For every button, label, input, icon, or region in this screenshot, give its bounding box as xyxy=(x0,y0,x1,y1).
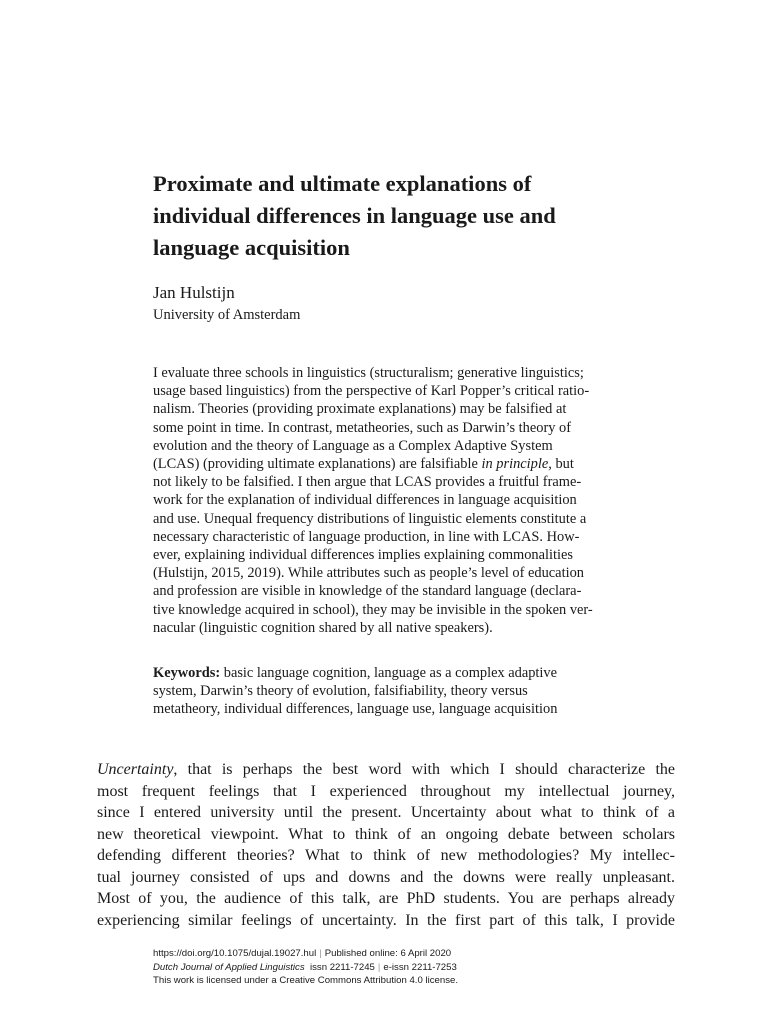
keywords-line xyxy=(153,664,643,682)
keywords-line: metatheory, individual differences, language use, language acquisition xyxy=(153,701,558,718)
keywords xyxy=(153,664,643,719)
abstract-emphasis: in principle xyxy=(481,456,549,473)
abstract-line: evolution and the theory of Language as a Complex Adaptive System xyxy=(153,437,553,454)
body-line: experiencing similar feelings of uncertainty. In the first part of this talk, I provide xyxy=(97,911,675,929)
abstract-line: necessary characteristic of language production, in line with LCAS. How- xyxy=(153,528,580,545)
title-line: language acquisition xyxy=(153,235,350,260)
abstract-line: and profession are visible in knowledge of the standard language (declara- xyxy=(153,583,582,600)
abstract-text: (LCAS) (providing ultimate explanations) are falsifiable xyxy=(153,456,482,473)
abstract-line-italic xyxy=(153,455,643,473)
abstract-line: usage based linguistics) from the perspective of Karl Popper’s critical ratio- xyxy=(153,383,590,400)
abstract-line: work for the explanation of individual differences in language acquisition xyxy=(153,492,577,509)
title-line: Proximate and ultimate explanations of xyxy=(153,171,532,196)
license-text: This work is licensed under a Creative Commons Attribution 4.0 license. xyxy=(153,975,459,986)
abstract-line: some point in time. In contrast, metatheories, such as Darwin’s theory of xyxy=(153,419,572,436)
abstract-line: and use. Unequal frequency distributions of linguistic elements constitute a xyxy=(153,510,587,527)
body-text-run: , that is perhaps the best word with which I should characterize the xyxy=(173,761,675,778)
abstract-line: nalism. Theories (providing proximate explanations) may be falsified at xyxy=(153,401,567,418)
body-line: most frequent feelings that I experienced throughout my intellectual journey, xyxy=(97,782,675,800)
abstract-line: not likely to be falsified. I then argue that LCAS provides a fruitful frame- xyxy=(153,474,582,491)
body-text xyxy=(97,759,675,931)
author-affiliation: University of Amsterdam xyxy=(153,307,301,323)
keywords-text: basic language cognition, language as a complex adaptive xyxy=(220,665,558,681)
body-emphasis: Uncertainty xyxy=(97,761,174,778)
footer-row xyxy=(153,961,653,975)
abstract-text: , but xyxy=(548,456,574,473)
separator: | xyxy=(377,961,381,973)
article-title xyxy=(153,168,653,264)
issn: issn 2211-7245 xyxy=(309,961,375,973)
body-line xyxy=(97,759,675,781)
abstract-line: tive knowledge acquired in school), they may be invisible in the spoken ver- xyxy=(153,601,593,618)
abstract-line: nacular (linguistic cognition shared by all native speakers). xyxy=(153,619,493,636)
doi-link[interactable]: https://doi.org/10.1075/dujal.19027.hul xyxy=(153,948,317,959)
keywords-label: Keywords: xyxy=(153,665,221,681)
author-name: Jan Hulstijn xyxy=(153,283,235,302)
separator: | xyxy=(319,948,322,959)
journal-name: Dutch Journal of Applied Linguistics xyxy=(153,961,305,973)
body-line: new theoretical viewpoint. What to think of an ongoing debate between scholars xyxy=(97,825,675,843)
publication-footer xyxy=(153,947,653,988)
abstract-line: I evaluate three schools in linguistics (structuralism; generative linguistics; xyxy=(153,365,584,381)
keywords-line: system, Darwin’s theory of evolution, falsifiability, theory versus xyxy=(153,683,528,700)
body-line: defending different theories? What to think of new methodologies? My intellec- xyxy=(97,847,675,864)
abstract-line: (Hulstijn, 2015, 2019). While attributes such as people’s level of education xyxy=(153,565,584,582)
body-line: since I entered university until the present. Uncertainty about what to think of a xyxy=(97,804,675,821)
body-line: tual journey consisted of ups and downs and the downs were really unpleasant. xyxy=(97,868,675,886)
published-date: Published online: 6 April 2020 xyxy=(324,948,452,959)
body-line: Most of you, the audience of this talk, are PhD students. You are perhaps already xyxy=(97,890,675,907)
footer-row xyxy=(153,947,653,961)
abstract-line: ever, explaining individual differences implies explaining commonalities xyxy=(153,547,573,564)
eissn: e-issn 2211-7253 xyxy=(383,961,457,973)
abstract xyxy=(153,364,643,637)
title-line: individual differences in language use and xyxy=(153,203,556,228)
